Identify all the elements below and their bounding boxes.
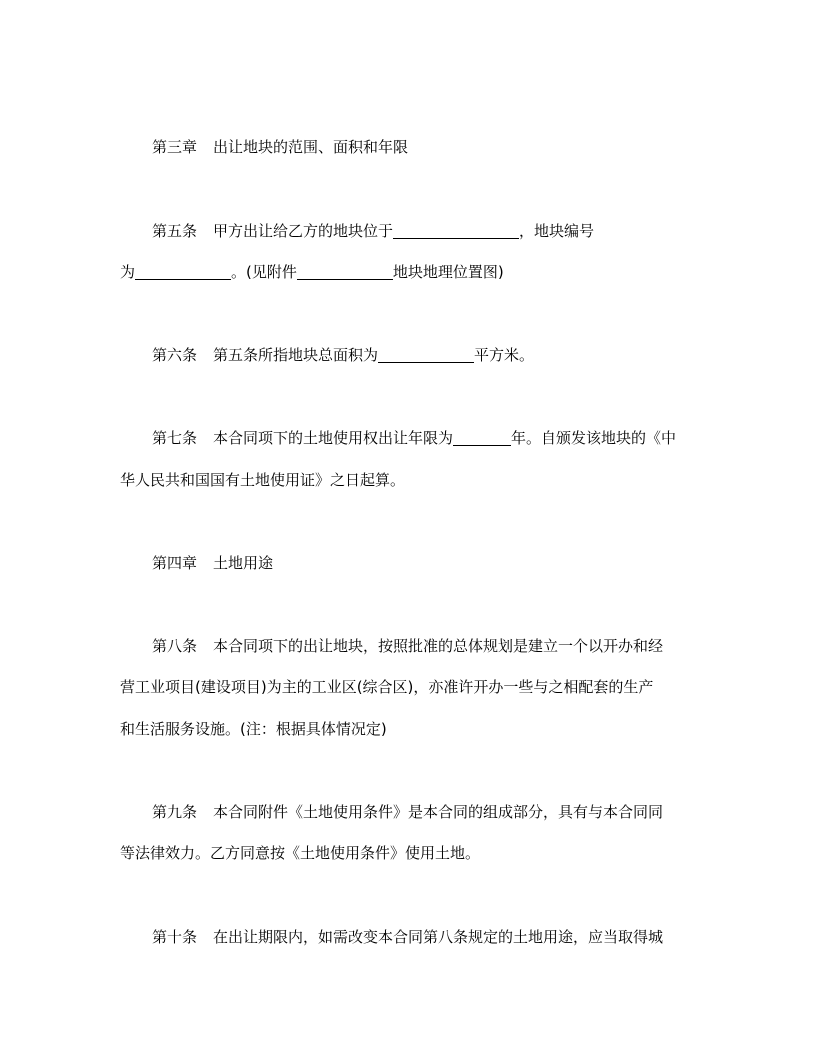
- article-5-text-a: 甲方出让给乙方的地块位于: [213, 222, 394, 240]
- article-9-text-a: 本合同附件《土地使用条件》是本合同的组成部分，具有与本合同同: [213, 803, 664, 821]
- article-6-label: 第六条: [152, 346, 198, 364]
- article-9-label: 第九条: [152, 803, 198, 821]
- article-5-line-1: [120, 221, 732, 241]
- article-9-line-1: [120, 802, 732, 822]
- article-6-line-1: [120, 345, 732, 365]
- chapter-4-label: 第四章: [152, 554, 198, 572]
- chapter-4-title: 土地用途: [213, 554, 274, 572]
- chapter-3-label: 第三章: [152, 138, 198, 156]
- article-10-label: 第十条: [152, 928, 198, 946]
- chapter-3-heading: [120, 137, 732, 157]
- article-5-label: 第五条: [152, 222, 198, 240]
- article-8-line-1: [120, 636, 732, 656]
- article-7-text-b: 年。自颁发该地块的《中: [511, 429, 677, 447]
- years-blank[interactable]: [453, 430, 511, 446]
- location-blank[interactable]: [393, 223, 519, 239]
- article-7-line-2: 华人民共和国国有土地使用证》之日起算。: [120, 471, 406, 489]
- article-6-text-b: 平方米。: [474, 346, 535, 364]
- chapter-4-heading: [120, 553, 732, 573]
- article-7-label: 第七条: [152, 429, 198, 447]
- article-10-line-1: [120, 927, 732, 947]
- chapter-3-title: 出让地块的范围、面积和年限: [213, 138, 409, 156]
- appendix-number-blank[interactable]: [297, 264, 393, 280]
- article-5-text-b: ，地块编号: [519, 222, 595, 240]
- article-6-text-a: 第五条所指地块总面积为: [213, 346, 379, 364]
- article-10-text-a: 在出让期限内，如需改变本合同第八条规定的土地用途，应当取得城: [213, 928, 664, 946]
- article-5-text-e: 地块地理位置图): [392, 263, 504, 281]
- article-9-line-2: 等法律效力。乙方同意按《土地使用条件》使用土地。: [120, 844, 481, 862]
- article-5-line-2: [120, 262, 700, 282]
- article-8-text-a: 本合同项下的出让地块，按照批准的总体规划是建立一个以开办和经: [213, 637, 664, 655]
- article-8-label: 第八条: [152, 637, 198, 655]
- article-8-line-3: 和生活服务设施。(注：根据具体情况定): [120, 720, 387, 738]
- article-5-text-d: 。(见附件: [231, 263, 297, 281]
- article-8-line-2: 营工业项目(建设项目)为主的工业区(综合区)，亦准许开办一些与之相配套的生产: [120, 678, 654, 696]
- parcel-number-blank[interactable]: [135, 264, 231, 280]
- article-7-line-1: [120, 428, 732, 448]
- article-5-text-c: 为: [120, 263, 136, 281]
- area-blank[interactable]: [378, 347, 474, 363]
- article-7-text-a: 本合同项下的土地使用权出让年限为: [213, 429, 454, 447]
